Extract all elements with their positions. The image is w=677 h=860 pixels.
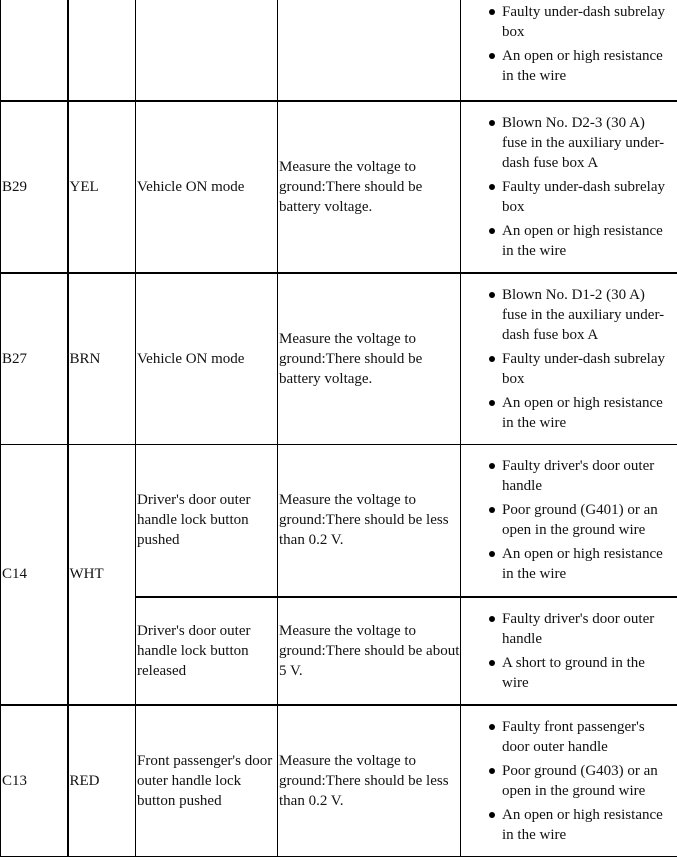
wire-color-cell: WHT — [68, 445, 136, 705]
cause-text: A short to ground in the wire — [502, 654, 645, 691]
bullet-icon — [489, 120, 495, 126]
table-row — [1, 445, 677, 597]
terminal-cell — [1, 0, 68, 101]
bullet-icon — [489, 551, 495, 557]
cause-text: An open or high resistance in the wire — [502, 394, 663, 431]
cause-item — [462, 456, 673, 496]
terminal-cell: B29 — [1, 101, 68, 273]
cause-text: Faulty driver's door outer handle — [502, 610, 655, 647]
condition-cell — [136, 0, 278, 101]
cause-text: Faulty under-dash subrelay box — [502, 4, 665, 41]
cause-text: Blown No. D1-2 (30 A) fuse in the auxiliary under-dash fuse box A — [502, 286, 665, 343]
terminal-cell: C14 — [1, 445, 68, 705]
bullet-icon — [489, 768, 495, 774]
causes-list — [462, 456, 677, 584]
terminal-cell: C13 — [1, 705, 68, 857]
cause-text: Poor ground (G403) or an open in the ground wire — [502, 762, 658, 799]
wire-color-cell — [68, 0, 136, 101]
test-cell: Measure the voltage to ground:There should be less than 0.2 V. — [278, 445, 461, 597]
bullet-icon — [489, 507, 495, 513]
causes-list — [462, 2, 677, 86]
cause-text: Faulty front passenger's door outer handle — [502, 718, 645, 755]
bullet-icon — [489, 53, 495, 59]
cause-item — [462, 221, 673, 261]
cause-item — [462, 717, 673, 757]
wire-color-cell: BRN — [68, 273, 136, 445]
causes-list — [462, 285, 677, 433]
cause-text: Poor ground (G401) or an open in the ground wire — [502, 502, 658, 539]
cause-item — [462, 805, 673, 845]
possible-causes-cell — [461, 101, 677, 273]
bullet-icon — [489, 724, 495, 730]
causes-list — [462, 717, 677, 845]
condition-cell: Front passenger's door outer handle lock button pushed — [136, 705, 278, 857]
cause-text: An open or high resistance in the wire — [502, 48, 663, 85]
cause-item — [462, 500, 673, 540]
wire-color-cell: RED — [68, 705, 136, 857]
bullet-icon — [489, 292, 495, 298]
table-row — [1, 273, 677, 445]
causes-list — [462, 113, 677, 261]
possible-causes-cell — [461, 705, 677, 857]
test-cell: Measure the voltage to ground:There should be about 5 V. — [278, 597, 461, 705]
table-row — [1, 101, 677, 273]
cause-item — [462, 46, 673, 86]
test-cell: Measure the voltage to ground:There should be battery voltage. — [278, 101, 461, 273]
cause-item — [462, 113, 673, 173]
possible-causes-cell — [461, 0, 677, 101]
cause-item — [462, 653, 673, 693]
table-row — [1, 705, 677, 857]
cause-text: Faulty under-dash subrelay box — [502, 178, 665, 215]
possible-causes-cell — [461, 597, 677, 705]
bullet-icon — [489, 356, 495, 362]
bullet-icon — [489, 9, 495, 15]
bullet-icon — [489, 616, 495, 622]
terminal-cell: B27 — [1, 273, 68, 445]
cause-text: Faulty under-dash subrelay box — [502, 350, 665, 387]
bullet-icon — [489, 660, 495, 666]
cause-text: An open or high resistance in the wire — [502, 546, 663, 583]
condition-cell: Vehicle ON mode — [136, 273, 278, 445]
bullet-icon — [489, 463, 495, 469]
cause-item — [462, 761, 673, 801]
cause-item — [462, 393, 673, 433]
possible-causes-cell — [461, 445, 677, 597]
bullet-icon — [489, 228, 495, 234]
condition-cell: Vehicle ON mode — [136, 101, 278, 273]
cause-text: An open or high resistance in the wire — [502, 222, 663, 259]
condition-cell: Driver's door outer handle lock button pushed — [136, 445, 278, 597]
causes-list — [462, 609, 677, 693]
wire-color-cell: YEL — [68, 101, 136, 273]
test-cell: Measure the voltage to ground:There should be less than 0.2 V. — [278, 705, 461, 857]
condition-cell: Driver's door outer handle lock button released — [136, 597, 278, 705]
cause-text: Faulty driver's door outer handle — [502, 458, 655, 495]
bullet-icon — [489, 184, 495, 190]
test-cell — [278, 0, 461, 101]
cause-item — [462, 349, 673, 389]
cause-item — [462, 544, 673, 584]
cause-item — [462, 609, 673, 649]
cause-text: Blown No. D2-3 (30 A) fuse in the auxiliary under-dash fuse box A — [502, 114, 665, 171]
table-row — [1, 0, 677, 101]
cause-item — [462, 177, 673, 217]
test-cell: Measure the voltage to ground:There should be battery voltage. — [278, 273, 461, 445]
possible-causes-cell — [461, 273, 677, 445]
bullet-icon — [489, 812, 495, 818]
bullet-icon — [489, 400, 495, 406]
cause-item — [462, 2, 673, 42]
cause-item — [462, 285, 673, 345]
cause-text: An open or high resistance in the wire — [502, 806, 663, 843]
